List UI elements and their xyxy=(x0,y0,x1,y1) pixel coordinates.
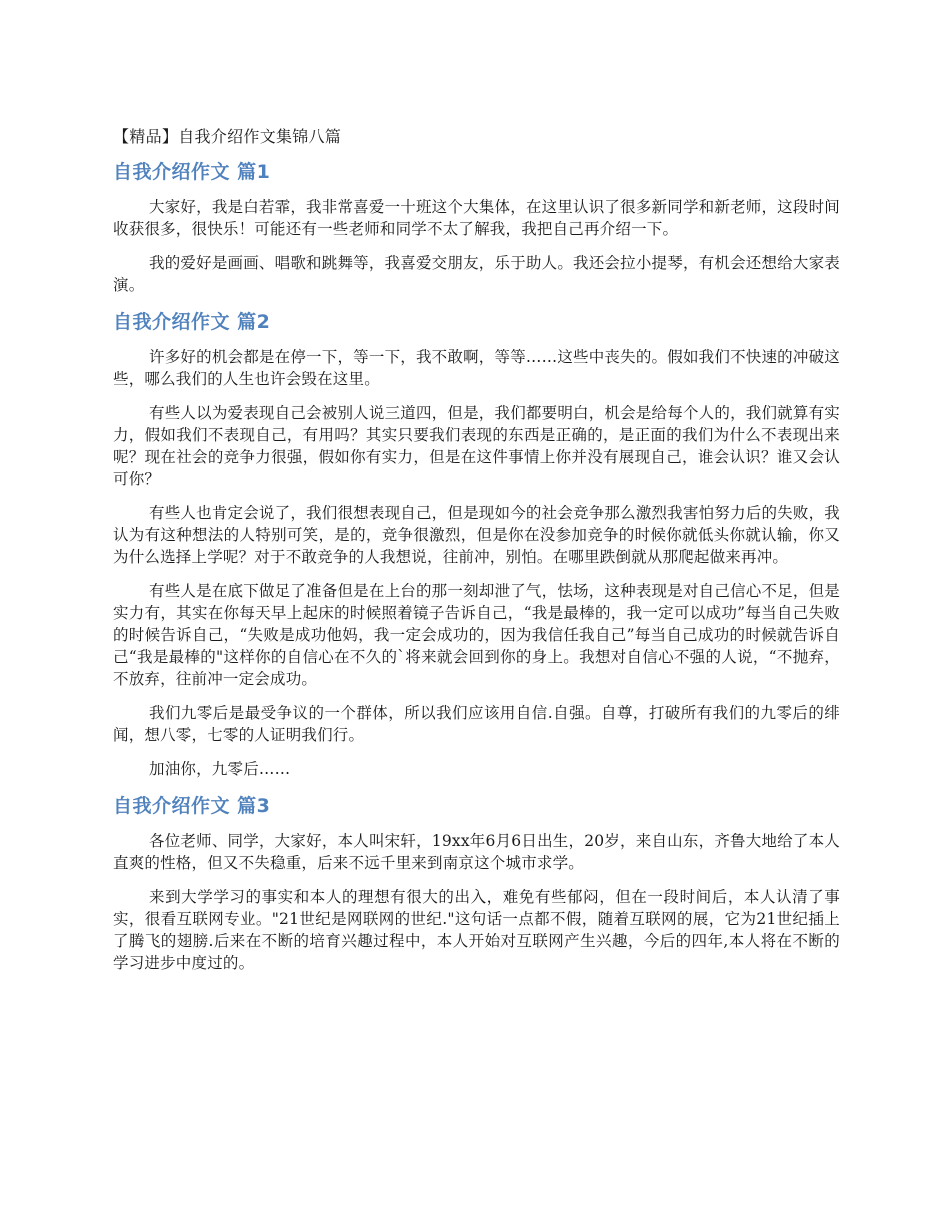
paragraph: 有些人也肯定会说了，我们很想表现自己，但是现如今的社会竞争那么激烈我害怕努力后的失败，我认为有这种想法的人特别可笑，是的，竞争很激烈，但是你在没参加竞争的时候你就低头你就认输，你又为什么选择上学呢？对于不敢竞争的人我想说，往前冲，别怕。在哪里跌倒就从那爬起做来再冲。 xyxy=(113,504,840,566)
document-title: 【精品】自我介绍作文集锦八篇 xyxy=(113,127,342,146)
paragraph: 大家好，我是白若霏，我非常喜爱一十班这个大集体，在这里认识了很多新同学和新老师，这段时间收获很多，很快乐！可能还有一些老师和同学不太了解我，我把自己再介绍一下。 xyxy=(113,198,840,238)
section-heading: 自我介绍作文 篇1 xyxy=(113,161,271,183)
paragraph: 有些人以为爱表现自己会被别人说三道四，但是，我们都要明白，机会是给每个人的，我们就算有实力，假如我们不表现自己，有用吗？其实只要我们表现的东西是正确的，是正面的我们为什么不表现出来呢？现在社会的竞争力很强，假如你有实力，但是在这件事情上你并没有展现自己，谁会认识？谁又会认可你？ xyxy=(113,404,840,488)
document-page xyxy=(113,124,840,986)
paragraph: 有些人是在底下做足了准备但是在上台的那一刻却泄了气，怯场，这种表现是对自己信心不足，但是实力有，其实在你每天早上起床的时候照着镜子告诉自己，“我是最棒的，我一定可以成功”每当自己失败的时候告诉自己，“失败是成功他妈，我一定会成功的，因为我信任我自己”每当自己成功的时候就告诉自己“我是最棒的"这样你的自信心在不久的`将来就会回到你的身上。我想对自信心不强的人说，“不抛弃，不放弃，往前冲一定会成功。 xyxy=(113,582,840,688)
paragraph: 许多好的机会都是在停一下，等一下，我不敢啊，等等……这些中丧失的。假如我们不快速的冲破这些，哪么我们的人生也许会毁在这里。 xyxy=(113,348,840,388)
section-3 xyxy=(113,792,840,974)
paragraph: 各位老师、同学，大家好，本人叫宋轩，19xx年6月6日出生，20岁，来自山东，齐鲁大地给了本人直爽的性格，但又不失稳重，后来不远千里来到南京这个城市求学。 xyxy=(113,832,840,872)
paragraph: 我们九零后是最受争议的一个群体，所以我们应该用自信.自强。自尊，打破所有我们的九零后的绯闻，想八零，七零的人证明我们行。 xyxy=(113,704,840,744)
section-2 xyxy=(113,308,840,780)
paragraph: 来到大学学习的事实和本人的理想有很大的出入，难免有些郁闷，但在一段时间后，本人认清了事实，很看互联网专业。"21世纪是网联网的世纪."这句话一点都不假，随着互联网的展，它为21世纪插上了腾飞的翅膀.后来在不断的培育兴趣过程中，本人开始对互联网产生兴趣，今后的四年,本人将在不断的学习进步中度过的。 xyxy=(113,888,840,972)
section-heading: 自我介绍作文 篇3 xyxy=(113,795,271,817)
section-1 xyxy=(113,158,840,296)
paragraph: 加油你，九零后…… xyxy=(149,760,291,778)
section-heading: 自我介绍作文 篇2 xyxy=(113,311,271,333)
paragraph: 我的爱好是画画、唱歌和跳舞等，我喜爱交朋友，乐于助人。我还会拉小提琴，有机会还想给大家表演。 xyxy=(113,254,840,294)
